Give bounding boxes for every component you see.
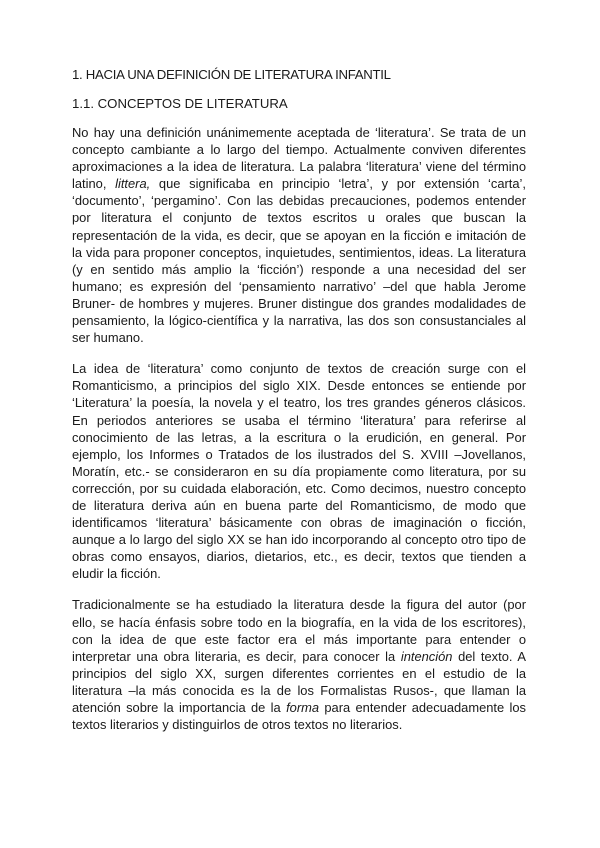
section-heading: 1. HACIA UNA DEFINICIÓN DE LITERATURA INFANTIL (72, 67, 391, 82)
subsection-heading: 1.1. CONCEPTOS DE LITERATURA (72, 96, 288, 111)
italic-term-forma: forma (286, 700, 320, 715)
paragraph-1-part-1: No hay una definición unánimemente aceptada de ‘literatura’. Se trata de un concepto cambiante a lo largo del tiempo. Actualmente conviven diferentes aproximaciones a la idea de literatura. La palabra ‘literatura’ viene del término latino, (72, 125, 526, 192)
italic-term-littera: littera, (115, 176, 151, 192)
italic-term-intencion: intención (400, 648, 453, 664)
paragraph-1-part-2: que significaba en principio ‘letra’, y por extensión ‘carta’, ‘documento’, ‘pergamino’. Con las debidas precauciones, podemos entender por literatura el conjunto de textos escritos u orales que buscan la representación de la vida, es decir, que se apoyan en la ficción e imitación de la vida para proponer conceptos, inquietudes, sentimientos, ideas. La literatura (y en sentido más amplio la ‘ficción’) responde a una necesidad del ser humano; es expresión del ‘pensamiento narrativo’ –del que habla Jerome Bruner- de hombres y mujeres. Bruner distingue dos grandes modalidades de pensamiento, la lógico-científica y la narrativa, las dos son consustanciales al ser humano. (72, 176, 526, 346)
paragraph-2 (72, 360, 526, 582)
paragraph-1 (72, 124, 526, 346)
paragraph-2-text: La idea de ‘literatura’ como conjunto de textos de creación surge con el Romanticismo, a principios del siglo XIX. Desde entonces se entiende por ‘Literatura’ la poesía, la novela y el teatro, los tres grandes géneros clásicos. En periodos anteriores se usaba el término ‘literatura’ para referirse al conocimiento de las letras, a la escritura o la erudición, en general. Por ejemplo, los Informes o Tratados de los ilustrados del S. XVIII –Jovellanos, Moratín, etc.- se consideraron en su día propiamente como literatura, por su corrección, por su cuidada elaboración, etc. Como decimos, nuestro concepto de literatura deriva aún en buena parte del Romanticismo, de modo que identificamos ‘literatura’ básicamente con obras de imaginación o ficción, aunque a lo largo del siglo XX se han ido incorporando al concepto otro tipo de obras como ensayos, diarios, dietarios, etc., es decir, textos que tienden a eludir la ficción. (72, 361, 526, 582)
paragraph-3-part-3: para entender adecuadamente los textos literarios y distinguirlos de otros textos no literarios. (72, 700, 526, 733)
paragraph-3-part-1: Tradicionalmente se ha estudiado la literatura desde la figura del autor (por ello, se hacía énfasis sobre todo en la biografía, en la vida de los escritores), con la idea de que este factor era el más importante para entender o interpretar una obra literaria, es decir, para conocer la (72, 597, 526, 664)
document-page (72, 66, 526, 747)
paragraph-3 (72, 596, 526, 733)
paragraph-3-part-2: del texto. A principios del siglo XX, surgen diferentes corrientes en el estudio de la literatura –la más conocida es la de los Formalistas Rusos-, que llaman la atención sobre la importancia de la (72, 648, 526, 715)
